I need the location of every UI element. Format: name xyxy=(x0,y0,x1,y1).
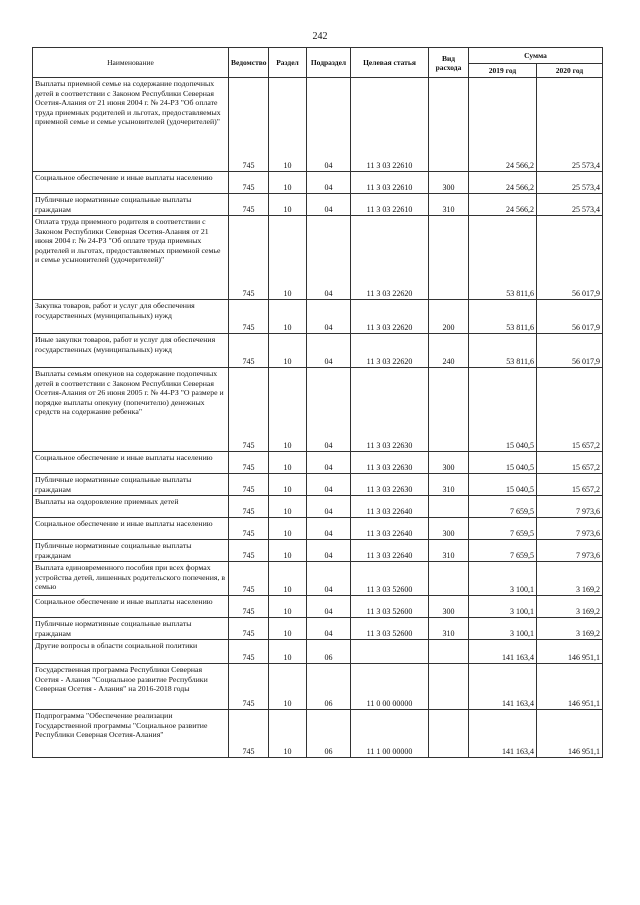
cell-amount-2020: 3 169,2 xyxy=(537,562,603,596)
cell-amount-2020: 56 017,9 xyxy=(537,216,603,300)
cell-subsection: 04 xyxy=(307,618,351,640)
cell-subsection: 04 xyxy=(307,216,351,300)
cell-ministry: 745 xyxy=(229,640,269,664)
table-row xyxy=(33,596,603,618)
table-row xyxy=(33,562,603,596)
table-row xyxy=(33,194,603,216)
cell-expense-type: 300 xyxy=(429,172,469,194)
cell-subsection: 04 xyxy=(307,78,351,172)
table-row xyxy=(33,452,603,474)
table-row xyxy=(33,78,603,172)
cell-ministry: 745 xyxy=(229,540,269,562)
cell-section: 10 xyxy=(269,368,307,452)
cell-ministry: 745 xyxy=(229,194,269,216)
cell-expense-type: 300 xyxy=(429,596,469,618)
cell-amount-2019: 15 040,5 xyxy=(469,474,537,496)
table-row xyxy=(33,368,603,452)
cell-amount-2020: 146 951,1 xyxy=(537,664,603,710)
header-section: Раздел xyxy=(269,48,307,78)
table-row xyxy=(33,496,603,518)
cell-subsection: 04 xyxy=(307,518,351,540)
cell-name: Социальное обеспечение и иные выплаты населению xyxy=(33,452,229,474)
cell-amount-2019: 53 811,6 xyxy=(469,334,537,368)
cell-ministry: 745 xyxy=(229,368,269,452)
cell-ministry: 745 xyxy=(229,664,269,710)
cell-target-article: 11 3 03 22640 xyxy=(351,496,429,518)
header-subsection: Подраздел xyxy=(307,48,351,78)
cell-ministry: 745 xyxy=(229,172,269,194)
cell-expense-type xyxy=(429,368,469,452)
cell-expense-type xyxy=(429,640,469,664)
cell-subsection: 04 xyxy=(307,474,351,496)
cell-target-article: 11 3 03 22610 xyxy=(351,194,429,216)
cell-ministry: 745 xyxy=(229,710,269,758)
cell-name: Оплата труда приемного родителя в соответствии с Законом Республики Северная Осетия-Алания от 21 июня 2004 г. № 24-РЗ "Об оплате труда приемных родителей и льготах, предоставляемых приемной семье и семье усыновителей (удочерителей)" xyxy=(33,216,229,300)
cell-subsection: 06 xyxy=(307,710,351,758)
cell-subsection: 04 xyxy=(307,452,351,474)
cell-amount-2019: 15 040,5 xyxy=(469,452,537,474)
cell-name: Социальное обеспечение и иные выплаты населению xyxy=(33,518,229,540)
cell-target-article: 11 3 03 22620 xyxy=(351,300,429,334)
table-row xyxy=(33,172,603,194)
cell-expense-type: 240 xyxy=(429,334,469,368)
cell-target-article: 11 3 03 22640 xyxy=(351,518,429,540)
cell-subsection: 04 xyxy=(307,368,351,452)
table-row xyxy=(33,216,603,300)
cell-amount-2020: 146 951,1 xyxy=(537,710,603,758)
cell-ministry: 745 xyxy=(229,518,269,540)
cell-target-article: 11 0 00 00000 xyxy=(351,664,429,710)
cell-section: 10 xyxy=(269,452,307,474)
cell-name: Выплаты на оздоровление приемных детей xyxy=(33,496,229,518)
header-name: Наименование xyxy=(33,48,229,78)
cell-section: 10 xyxy=(269,334,307,368)
cell-subsection: 04 xyxy=(307,334,351,368)
cell-section: 10 xyxy=(269,194,307,216)
header-year-2020: 2020 год xyxy=(537,64,603,78)
cell-ministry: 745 xyxy=(229,562,269,596)
cell-section: 10 xyxy=(269,562,307,596)
cell-expense-type: 300 xyxy=(429,518,469,540)
cell-expense-type: 300 xyxy=(429,452,469,474)
cell-name: Иные закупки товаров, работ и услуг для обеспечения государственных (муниципальных) нужд xyxy=(33,334,229,368)
cell-amount-2020: 25 573,4 xyxy=(537,172,603,194)
header-year-2019: 2019 год xyxy=(469,64,537,78)
cell-section: 10 xyxy=(269,618,307,640)
cell-name: Социальное обеспечение и иные выплаты населению xyxy=(33,172,229,194)
cell-target-article: 11 3 03 52600 xyxy=(351,562,429,596)
cell-amount-2020: 15 657,2 xyxy=(537,368,603,452)
cell-section: 10 xyxy=(269,664,307,710)
cell-subsection: 04 xyxy=(307,300,351,334)
cell-name: Публичные нормативные социальные выплаты гражданам xyxy=(33,540,229,562)
cell-ministry: 745 xyxy=(229,618,269,640)
cell-section: 10 xyxy=(269,540,307,562)
cell-expense-type xyxy=(429,562,469,596)
cell-subsection: 04 xyxy=(307,540,351,562)
cell-name: Выплаты семьям опекунов на содержание подопечных детей в соответствии с Законом Республики Северная Осетия-Алания от 26 июня 2005 г. № 44-РЗ "О размере и порядке выплаты опекуну (попечителю) денежных средств на содержание ребенка" xyxy=(33,368,229,452)
cell-name: Другие вопросы в области социальной политики xyxy=(33,640,229,664)
cell-amount-2019: 15 040,5 xyxy=(469,368,537,452)
table-row xyxy=(33,518,603,540)
table-row xyxy=(33,664,603,710)
cell-amount-2020: 3 169,2 xyxy=(537,618,603,640)
cell-target-article: 11 3 03 22630 xyxy=(351,474,429,496)
cell-section: 10 xyxy=(269,78,307,172)
cell-ministry: 745 xyxy=(229,452,269,474)
cell-amount-2020: 15 657,2 xyxy=(537,452,603,474)
cell-section: 10 xyxy=(269,640,307,664)
cell-subsection: 06 xyxy=(307,640,351,664)
cell-amount-2019: 3 100,1 xyxy=(469,562,537,596)
cell-section: 10 xyxy=(269,496,307,518)
cell-section: 10 xyxy=(269,518,307,540)
cell-subsection: 04 xyxy=(307,172,351,194)
cell-section: 10 xyxy=(269,710,307,758)
cell-target-article: 11 3 03 22620 xyxy=(351,216,429,300)
cell-amount-2019: 53 811,6 xyxy=(469,300,537,334)
cell-expense-type: 310 xyxy=(429,618,469,640)
cell-ministry: 745 xyxy=(229,596,269,618)
cell-amount-2020: 7 973,6 xyxy=(537,518,603,540)
cell-amount-2019: 141 163,4 xyxy=(469,664,537,710)
cell-amount-2020: 25 573,4 xyxy=(537,194,603,216)
cell-name: Публичные нормативные социальные выплаты гражданам xyxy=(33,618,229,640)
cell-target-article: 11 1 00 00000 xyxy=(351,710,429,758)
cell-target-article: 11 3 03 52600 xyxy=(351,596,429,618)
cell-amount-2020: 7 973,6 xyxy=(537,496,603,518)
cell-subsection: 04 xyxy=(307,596,351,618)
cell-expense-type xyxy=(429,664,469,710)
cell-expense-type xyxy=(429,496,469,518)
cell-subsection: 04 xyxy=(307,194,351,216)
cell-amount-2019: 7 659,5 xyxy=(469,540,537,562)
cell-section: 10 xyxy=(269,216,307,300)
cell-name: Публичные нормативные социальные выплаты гражданам xyxy=(33,474,229,496)
cell-expense-type xyxy=(429,78,469,172)
cell-amount-2020: 146 951,1 xyxy=(537,640,603,664)
page-number: 242 xyxy=(312,31,328,42)
cell-amount-2019: 3 100,1 xyxy=(469,618,537,640)
cell-name: Публичные нормативные социальные выплаты гражданам xyxy=(33,194,229,216)
cell-target-article: 11 3 03 52600 xyxy=(351,618,429,640)
cell-ministry: 745 xyxy=(229,300,269,334)
cell-section: 10 xyxy=(269,596,307,618)
cell-subsection: 04 xyxy=(307,496,351,518)
cell-name: Закупка товаров, работ и услуг для обеспечения государственных (муниципальных) нужд xyxy=(33,300,229,334)
cell-target-article: 11 3 03 22610 xyxy=(351,172,429,194)
cell-amount-2019: 24 566,2 xyxy=(469,78,537,172)
cell-amount-2020: 25 573,4 xyxy=(537,78,603,172)
table-row xyxy=(33,540,603,562)
table-row xyxy=(33,300,603,334)
cell-target-article: 11 3 03 22610 xyxy=(351,78,429,172)
table-row xyxy=(33,334,603,368)
table-body xyxy=(33,78,603,758)
header-amount: Сумма xyxy=(469,48,603,64)
cell-expense-type xyxy=(429,710,469,758)
cell-target-article: 11 3 03 22630 xyxy=(351,452,429,474)
header-target-article: Целевая статья xyxy=(351,48,429,78)
cell-expense-type: 310 xyxy=(429,540,469,562)
cell-ministry: 745 xyxy=(229,216,269,300)
cell-target-article: 11 3 03 22620 xyxy=(351,334,429,368)
cell-subsection: 06 xyxy=(307,664,351,710)
cell-amount-2019: 24 566,2 xyxy=(469,172,537,194)
table-row xyxy=(33,474,603,496)
cell-amount-2020: 56 017,9 xyxy=(537,300,603,334)
cell-amount-2020: 15 657,2 xyxy=(537,474,603,496)
cell-section: 10 xyxy=(269,474,307,496)
cell-section: 10 xyxy=(269,172,307,194)
header-ministry: Ведомство xyxy=(229,48,269,78)
cell-amount-2020: 7 973,6 xyxy=(537,540,603,562)
cell-target-article: 11 3 03 22630 xyxy=(351,368,429,452)
cell-target-article: 11 3 03 22640 xyxy=(351,540,429,562)
cell-amount-2019: 7 659,5 xyxy=(469,518,537,540)
cell-name: Государственная программа Республики Северная Осетия - Алания "Социальное развитие Республики Северная Осетия - Алания" на 2016-2018 годы xyxy=(33,664,229,710)
header-expense-type: Вид расхода xyxy=(429,48,469,78)
cell-amount-2019: 24 566,2 xyxy=(469,194,537,216)
cell-expense-type: 310 xyxy=(429,194,469,216)
cell-ministry: 745 xyxy=(229,474,269,496)
cell-expense-type: 200 xyxy=(429,300,469,334)
cell-ministry: 745 xyxy=(229,496,269,518)
cell-amount-2020: 3 169,2 xyxy=(537,596,603,618)
table-row xyxy=(33,640,603,664)
cell-amount-2019: 141 163,4 xyxy=(469,710,537,758)
cell-name: Социальное обеспечение и иные выплаты населению xyxy=(33,596,229,618)
cell-target-article xyxy=(351,640,429,664)
table-row xyxy=(33,710,603,758)
cell-amount-2019: 53 811,6 xyxy=(469,216,537,300)
cell-amount-2019: 7 659,5 xyxy=(469,496,537,518)
cell-ministry: 745 xyxy=(229,334,269,368)
cell-section: 10 xyxy=(269,300,307,334)
cell-name: Подпрограмма "Обеспечение реализации Государственной программы "Социальное развитие Республики Северная Осетия-Алания" xyxy=(33,710,229,758)
cell-subsection: 04 xyxy=(307,562,351,596)
cell-amount-2019: 141 163,4 xyxy=(469,640,537,664)
cell-name: Выплаты приемной семье на содержание подопечных детей в соответствии с Законом Республики Северная Осетия-Алания от 21 июня 2004 г. № 24-РЗ "Об оплате труда приемных родителей и льготах, предоставляемых приемной семье и семье усыновителей (удочерителей)" xyxy=(33,78,229,172)
budget-table xyxy=(32,47,603,758)
table-row xyxy=(33,618,603,640)
cell-ministry: 745 xyxy=(229,78,269,172)
cell-expense-type: 310 xyxy=(429,474,469,496)
cell-name: Выплата единовременного пособия при всех формах устройства детей, лишенных родительского попечения, в семью xyxy=(33,562,229,596)
cell-amount-2020: 56 017,9 xyxy=(537,334,603,368)
cell-amount-2019: 3 100,1 xyxy=(469,596,537,618)
cell-expense-type xyxy=(429,216,469,300)
